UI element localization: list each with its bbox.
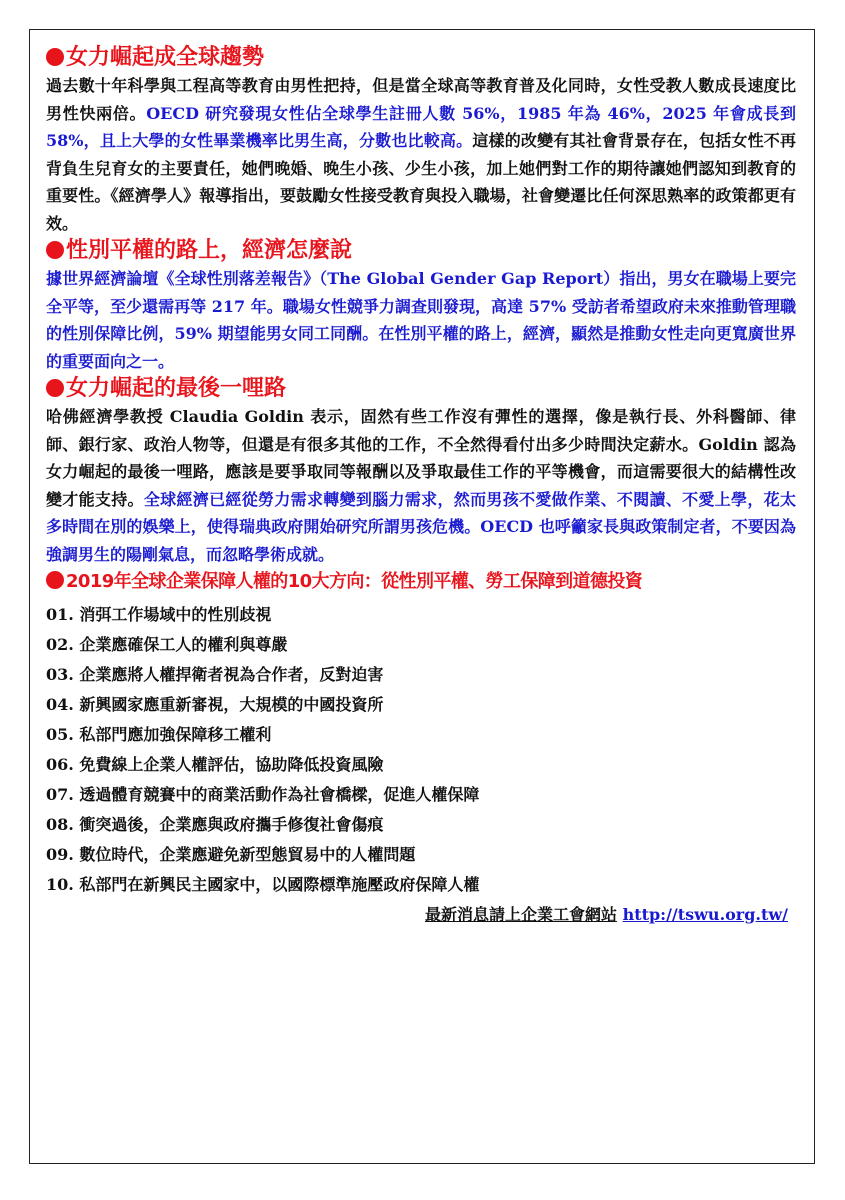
footer-label: 最新消息請上企業工會網站: [424, 905, 617, 924]
section-heading-2: [46, 237, 796, 265]
website-link[interactable]: http://tswu.org.tw/: [622, 905, 788, 924]
section-heading-4: [46, 568, 796, 596]
list-item: 01. 消弭工作場域中的性別歧視: [46, 605, 272, 624]
article: [46, 44, 796, 928]
section-heading-1: [46, 44, 796, 72]
list-item: 04. 新興國家應重新審視，大規模的中國投資所: [46, 695, 384, 714]
list-item: 08. 衝突過後，企業應與政府攜手修復社會傷痕: [46, 815, 384, 834]
list-item: 09. 數位時代，企業應避免新型態貿易中的人權問題: [46, 845, 416, 864]
paragraph-text: 過去數十年科學與工程高等教育由男性把持，但是當全球高等教育普及化同時，女性受教人數成長速度比男性快兩倍。: [46, 76, 796, 123]
list-item: 03. 企業應將人權捍衛者視為合作者，反對迫害: [46, 665, 384, 684]
list-item: 02. 企業應確保工人的權利與尊嚴: [46, 635, 288, 654]
section-paragraph-3: [46, 403, 796, 568]
red-bullet-icon: [46, 241, 64, 259]
list-item: 06. 免費線上企業人權評估，協助降低投資風險: [46, 755, 384, 774]
list-item: 10. 私部門在新興民主國家中，以國際標準施壓政府保障人權: [46, 875, 480, 894]
section-title: 女力崛起的最後一哩路: [66, 376, 287, 401]
red-bullet-icon: [46, 48, 64, 66]
list-item: 05. 私部門應加強保障移工權利: [46, 725, 272, 744]
paragraph-text: 哈佛經濟學教授 Claudia Goldin 表示，固然有些工作沒有彈性的選擇，像是執行長、外科醫師、律師、銀行家、政治人物等，但還是有很多其他的工作，不全然得看付出多少時間決定薪水。Goldin 認為女力崛起的最後一哩路，應該是要爭取同等報酬以及爭取最佳工作的平等機會，而這需要很大的結構性改變才能支持。: [46, 407, 796, 509]
red-bullet-icon: [46, 571, 64, 589]
section-paragraph-2: [46, 265, 796, 375]
footer: [46, 902, 796, 928]
paragraph-text: 這樣的改變有其社會背景存在，包括女性不再背負生兒育女的主要責任，她們晚婚、晚生小孩、少生小孩，加上她們對工作的期待讓她們認知到教育的重要性。《經濟學人》報導指出，要鼓勵女性接受教育與投入職場，社會變遷比任何深思熟率的政策都更有效。: [46, 131, 796, 233]
section-title: 性別平權的路上，經濟怎麼說: [66, 238, 353, 263]
paragraph-highlight: 據世界經濟論壇《全球性別落差報告》（The Global Gender Gap Report）指出，男女在職場上要完全平等，至少還需再等 217 年。職場女性競爭力調查則發現，高達 57% 受訪者希望政府未來推動管理職的性別保障比例，59% 期望能男女同工同酬。在性別平權的路上，經濟，顯然是推動女性走向更寬廣世界的重要面向之一。: [46, 269, 796, 371]
paragraph-highlight: 全球經濟已經從勞力需求轉變到腦力需求，然而男孩不愛做作業、不閱讀、不愛上學，花太多時間在別的娛樂上，使得瑞典政府開始研究所謂男孩危機。OECD 也呼籲家長與政策制定者，不要因為強調男生的陽剛氣息，而忽略學術成就。: [46, 489, 796, 564]
section-heading-3: [46, 375, 796, 403]
section-paragraph-1: [46, 72, 796, 237]
section-title: 2019年全球企業保障人權的10大方向：從性別平權、勞工保障到道德投資: [66, 571, 643, 592]
directions-list: [46, 600, 796, 900]
section-title: 女力崛起成全球趨勢: [66, 45, 265, 70]
red-bullet-icon: [46, 379, 64, 397]
paragraph-highlight: OECD 研究發現女性佔全球學生註冊人數 56%，1985 年為 46%，2025 年會成長到 58%，且上大學的女性畢業機率比男生高，分數也比較高。: [46, 103, 796, 150]
list-item: 07. 透過體育競賽中的商業活動作為社會橋樑，促進人權保障: [46, 785, 480, 804]
